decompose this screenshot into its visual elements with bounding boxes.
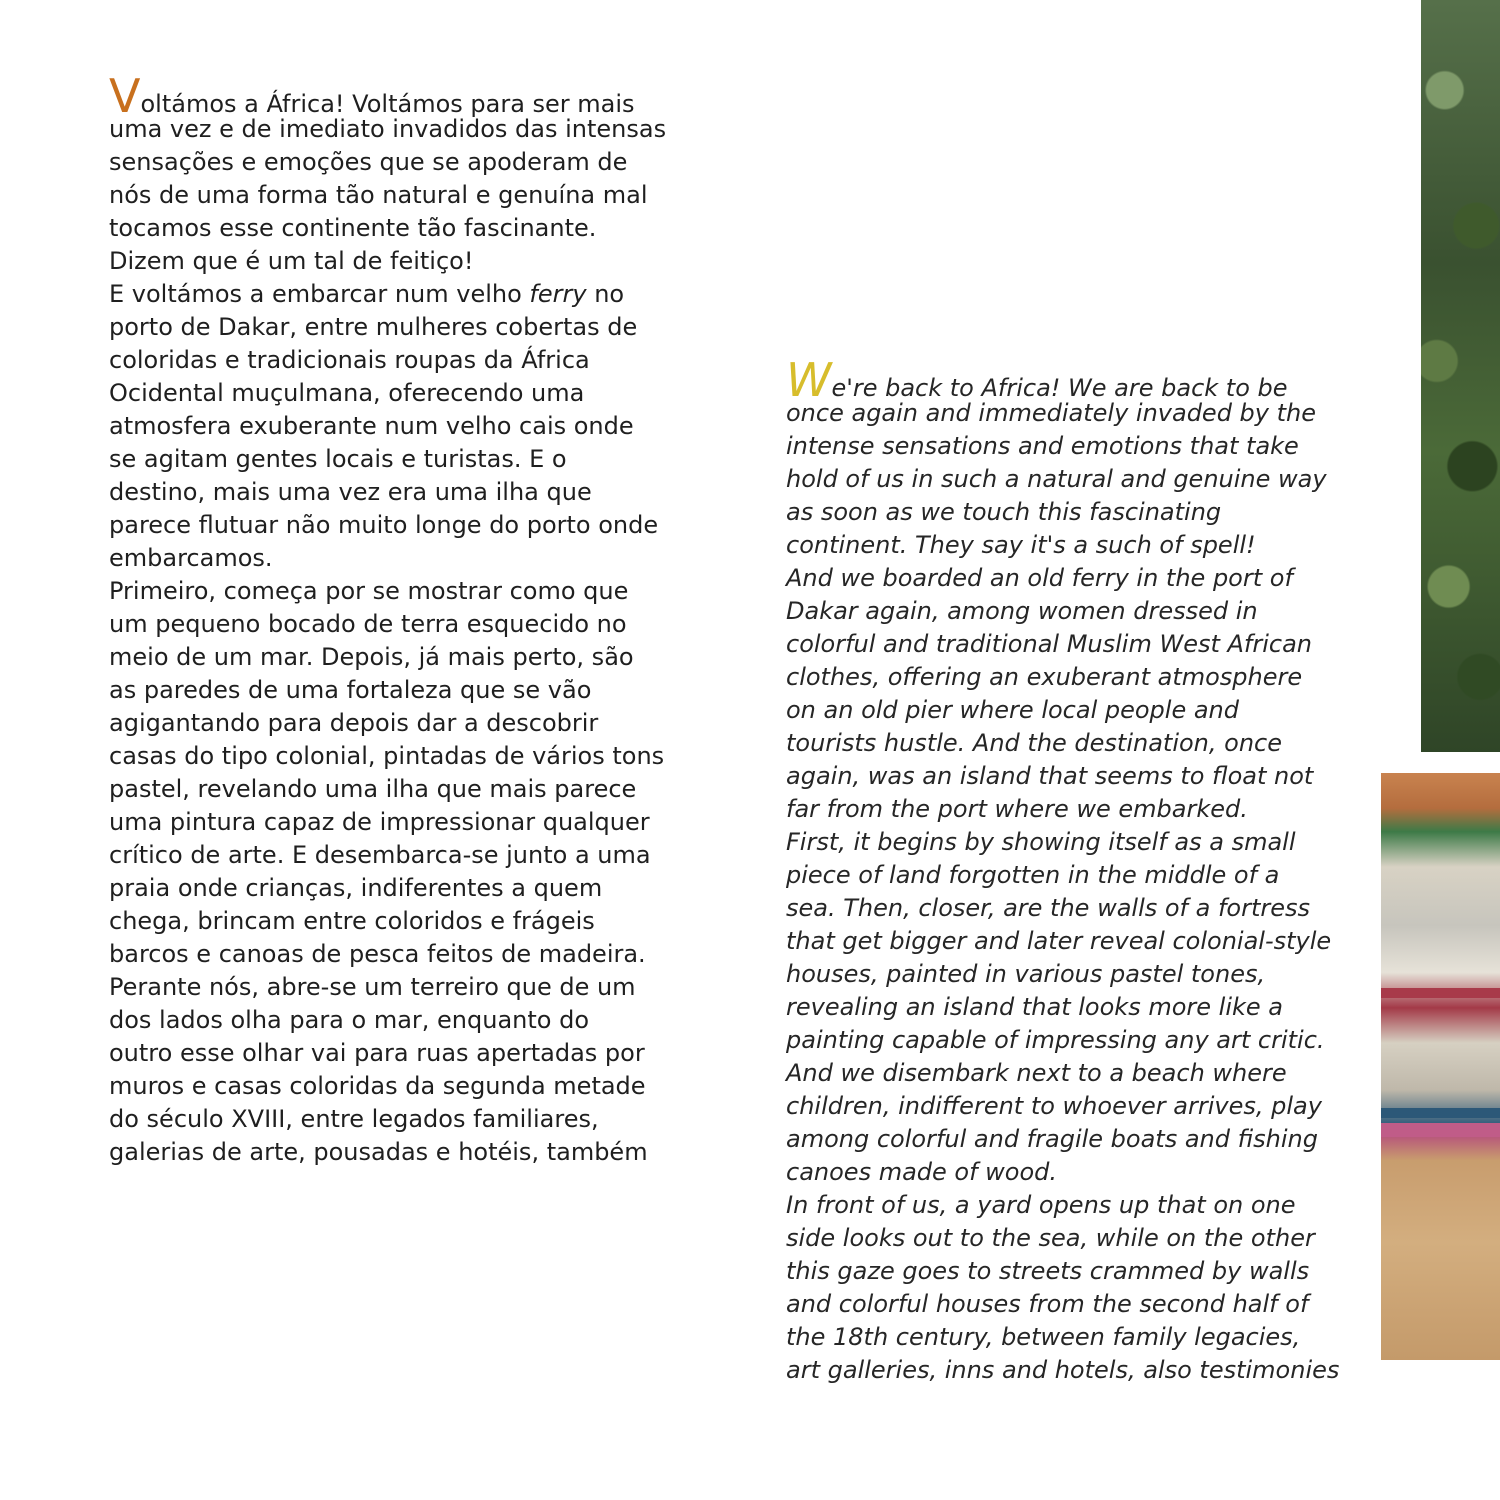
text-line: Ocidental muçulmana, oferecendo uma [109, 379, 585, 407]
italic-word: ferry [529, 280, 587, 308]
text-line: piece of land forgotten in the middle of a [786, 861, 1280, 889]
text-line: meio de um mar. Depois, já mais perto, são [109, 643, 634, 671]
text-line: Dakar again, among women dressed in [786, 597, 1258, 625]
text-line: the 18th century, between family legacies, [786, 1323, 1301, 1351]
drop-cap-letter: W [786, 353, 832, 407]
text-line: art galleries, inns and hotels, also testimonies [786, 1356, 1340, 1384]
text-line: barcos e canoas de pesca feitos de madeira. [109, 940, 646, 968]
text-line: atmosfera exuberante num velho cais onde [109, 412, 634, 440]
text-line: Dizem que é um tal de feitiço! [109, 247, 474, 275]
text-line: revealing an island that looks more like a [786, 993, 1283, 1021]
text-line: Voltámos a África! Voltámos para ser mais [109, 69, 635, 123]
text-line: on an old pier where local people and [786, 696, 1239, 724]
text-line: Primeiro, começa por se mostrar como que [109, 577, 629, 605]
text-line: that get bigger and later reveal colonial-style [786, 927, 1332, 955]
boat-stripe [1381, 1123, 1500, 1137]
english-text-column [786, 353, 1346, 1387]
text-line: coloridas e tradicionais roupas da África [109, 346, 590, 374]
text-line: intense sensations and emotions that take [786, 432, 1299, 460]
text-line: far from the port where we embarked. [786, 795, 1248, 823]
text-line: galerias de arte, pousadas e hotéis, também [109, 1138, 648, 1166]
text-line: as soon as we touch this fascinating [786, 498, 1222, 526]
text-line: tourists hustle. And the destination, once [786, 729, 1283, 757]
text-line: children, indifferent to whoever arrives, play [786, 1092, 1322, 1120]
text-line: uma pintura capaz de impressionar qualquer [109, 808, 650, 836]
text-line: dos lados olha para o mar, enquanto do [109, 1006, 590, 1034]
boat-stripe [1381, 1108, 1500, 1118]
text-line: outro esse olhar vai para ruas apertadas por [109, 1039, 645, 1067]
text-line: crítico de arte. E desembarca-se junto a uma [109, 841, 651, 869]
text-line: In front of us, a yard opens up that on one [786, 1191, 1296, 1219]
text-line: And we boarded an old ferry in the port of [786, 564, 1293, 592]
text-line: First, it begins by showing itself as a small [786, 828, 1296, 856]
photo-foliage [1421, 0, 1500, 752]
text-line: E voltámos a embarcar num velho ferry no [109, 280, 625, 308]
text-line: houses, painted in various pastel tones, [786, 960, 1266, 988]
text-line: sensações e emoções que se apoderam de [109, 148, 628, 176]
text-line: painting capable of impressing any art critic. [786, 1026, 1325, 1054]
text-line: Perante nós, abre-se um terreiro que de um [109, 973, 636, 1001]
text-line: this gaze goes to streets crammed by walls [786, 1257, 1310, 1285]
text-line: embarcamos. [109, 544, 273, 572]
text-line: hold of us in such a natural and genuine way [786, 465, 1327, 493]
text-line: praia onde crianças, indiferentes a quem [109, 874, 603, 902]
drop-cap-letter: V [109, 69, 141, 123]
text-line: do século XVIII, entre legados familiares, [109, 1105, 599, 1133]
text-line: We're back to Africa! We are back to be [786, 353, 1288, 407]
text-line: um pequeno bocado de terra esquecido no [109, 610, 627, 638]
text-line: again, was an island that seems to float not [786, 762, 1314, 790]
text-line: agigantando para depois dar a descobrir [109, 709, 599, 737]
text-line: canoes made of wood. [786, 1158, 1058, 1186]
text-line: sea. Then, closer, are the walls of a fortress [786, 894, 1311, 922]
boat-stripe [1381, 988, 1500, 998]
text-line: tocamos esse continente tão fascinante. [109, 214, 597, 242]
text-line: muros e casas coloridas da segunda metade [109, 1072, 646, 1100]
portuguese-text-column [109, 69, 669, 1169]
photo-beach-boats [1381, 773, 1500, 1360]
text-line: chega, brincam entre coloridos e frágeis [109, 907, 595, 935]
text-line: pastel, revelando uma ilha que mais parece [109, 775, 637, 803]
text-line: continent. They say it's a such of spell! [786, 531, 1256, 559]
text-line: destino, mais uma vez era uma ilha que [109, 478, 592, 506]
text-line: nós de uma forma tão natural e genuína mal [109, 181, 648, 209]
text-line: once again and immediately invaded by the [786, 399, 1317, 427]
text-line: and colorful houses from the second half of [786, 1290, 1309, 1318]
text-line: se agitam gentes locais e turistas. E o [109, 445, 567, 473]
text-line: uma vez e de imediato invadidos das intensas [109, 115, 667, 143]
text-line: casas do tipo colonial, pintadas de vários tons [109, 742, 665, 770]
text-line: clothes, offering an exuberant atmosphere [786, 663, 1303, 691]
text-line: colorful and traditional Muslim West African [786, 630, 1313, 658]
text-line: among colorful and fragile boats and fishing [786, 1125, 1318, 1153]
text-line: parece flutuar não muito longe do porto onde [109, 511, 659, 539]
text-line: And we disembark next to a beach where [786, 1059, 1287, 1087]
text-line: as paredes de uma fortaleza que se vão [109, 676, 592, 704]
text-line: side looks out to the sea, while on the other [786, 1224, 1315, 1252]
text-line: porto de Dakar, entre mulheres cobertas de [109, 313, 638, 341]
